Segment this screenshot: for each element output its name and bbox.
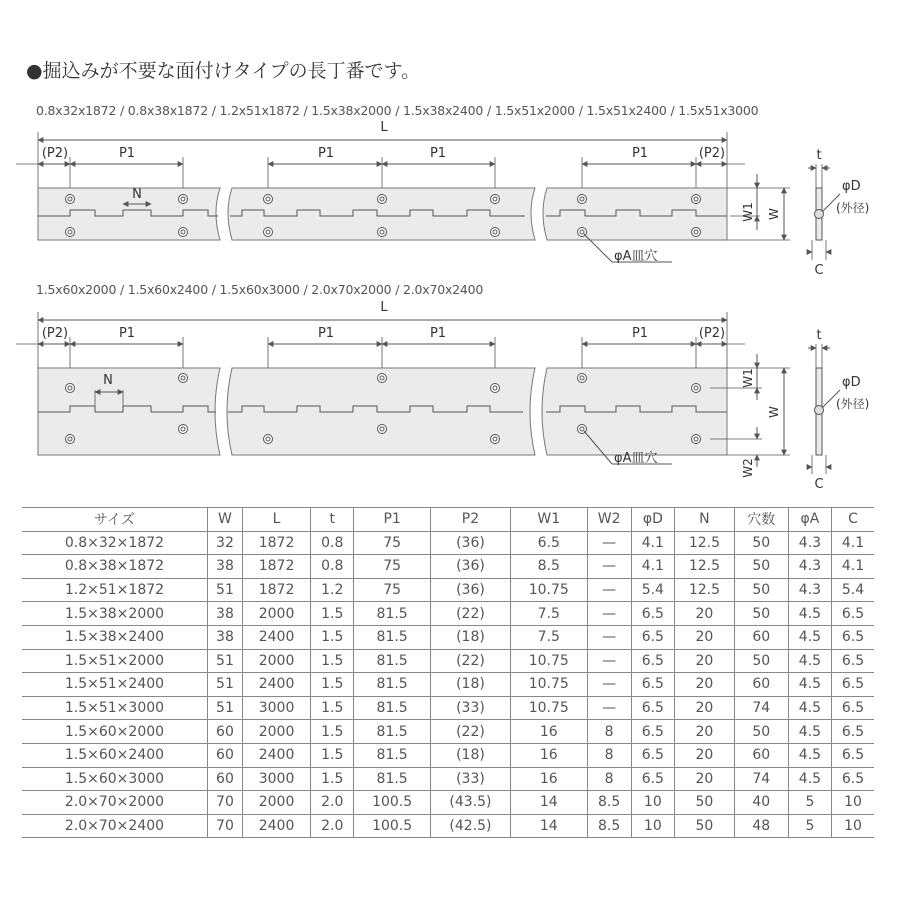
- table-cell: (33): [430, 767, 510, 791]
- table-row: [22, 531, 874, 555]
- table-cell: 0.8: [311, 555, 354, 579]
- table-cell: (18): [430, 625, 510, 649]
- table-row: [22, 649, 874, 673]
- table-cell: 1.5×51×2000: [22, 649, 207, 673]
- table-cell: 2000: [242, 649, 310, 673]
- table-cell: 4.3: [788, 531, 831, 555]
- table-cell: 6.5: [832, 720, 874, 744]
- table-cell: 12.5: [674, 578, 734, 602]
- table-cell: 81.5: [354, 673, 430, 697]
- table-cell: 6.5: [832, 743, 874, 767]
- dim-P2-left: (P2): [41, 326, 69, 341]
- table-row: [22, 673, 874, 697]
- table-cell: (22): [430, 649, 510, 673]
- table-cell: (18): [430, 673, 510, 697]
- table-cell: 1.5×60×3000: [22, 767, 207, 791]
- table-cell: 4.5: [788, 743, 831, 767]
- table-cell: 8: [587, 743, 631, 767]
- table-cell: 40: [734, 791, 788, 815]
- hinge-diagram-2: [0, 292, 900, 492]
- table-cell: (36): [430, 578, 510, 602]
- table-cell: 1.5: [311, 649, 354, 673]
- table-cell: —: [587, 696, 631, 720]
- table-row: [22, 555, 874, 579]
- table-cell: 4.1: [631, 531, 674, 555]
- table-cell: —: [587, 673, 631, 697]
- dim-P2-left: (P2): [41, 146, 69, 161]
- size-list-2: 1.5x60x2000 / 1.5x60x2400 / 1.5x60x3000 / 2.0x70x2000 / 2.0x70x2400: [36, 282, 484, 297]
- column-header: サイズ: [22, 508, 207, 532]
- column-header: W2: [587, 508, 631, 532]
- table-cell: 6.5: [631, 649, 674, 673]
- column-header: 穴数: [734, 508, 788, 532]
- table-cell: 4.3: [788, 578, 831, 602]
- table-cell: 8.5: [587, 791, 631, 815]
- table-cell: 1872: [242, 578, 310, 602]
- table-cell: 5: [788, 791, 831, 815]
- table-cell: 70: [207, 814, 242, 838]
- hole-label: φA皿穴: [614, 451, 658, 466]
- table-cell: 4.5: [788, 649, 831, 673]
- table-cell: 74: [734, 696, 788, 720]
- table-cell: (18): [430, 743, 510, 767]
- table-cell: 8: [587, 767, 631, 791]
- table-cell: 51: [207, 673, 242, 697]
- table-cell: 20: [674, 696, 734, 720]
- table-cell: 16: [511, 743, 587, 767]
- table-cell: 4.5: [788, 602, 831, 626]
- dim-W-label: W: [767, 208, 781, 220]
- table-cell: 4.5: [788, 767, 831, 791]
- table-cell: 1.5×60×2000: [22, 720, 207, 744]
- table-cell: 81.5: [354, 767, 430, 791]
- table-cell: 81.5: [354, 649, 430, 673]
- table-cell: 2000: [242, 602, 310, 626]
- table-row: [22, 720, 874, 744]
- table-cell: 51: [207, 649, 242, 673]
- table-cell: 6.5: [832, 625, 874, 649]
- table-cell: 1.2: [311, 578, 354, 602]
- table-cell: 4.1: [631, 555, 674, 579]
- table-row: [22, 696, 874, 720]
- hinge-diagram-1: [0, 112, 900, 282]
- table-cell: 10.75: [511, 673, 587, 697]
- dim-W2-label: W2: [741, 458, 755, 478]
- column-header: φA: [788, 508, 831, 532]
- outer-dia-label: (外径): [836, 201, 870, 215]
- spec-table: [22, 507, 874, 838]
- table-cell: 1.5×38×2400: [22, 625, 207, 649]
- table-cell: 12.5: [674, 555, 734, 579]
- table-cell: 50: [734, 649, 788, 673]
- table-row: [22, 814, 874, 838]
- table-cell: 4.1: [832, 531, 874, 555]
- table-cell: 3000: [242, 767, 310, 791]
- table-cell: 38: [207, 555, 242, 579]
- table-cell: —: [587, 578, 631, 602]
- table-row: [22, 578, 874, 602]
- table-cell: 10: [631, 791, 674, 815]
- table-cell: 50: [674, 791, 734, 815]
- table-cell: 1.5×38×2000: [22, 602, 207, 626]
- table-cell: 10.75: [511, 696, 587, 720]
- table-cell: 16: [511, 720, 587, 744]
- table-cell: 8.5: [511, 555, 587, 579]
- dim-L-label: L: [380, 300, 388, 315]
- table-cell: 2.0: [311, 791, 354, 815]
- dim-P1-a: P1: [118, 326, 136, 341]
- dim-W1-label: W1: [741, 202, 755, 222]
- table-cell: 50: [734, 720, 788, 744]
- table-cell: —: [587, 625, 631, 649]
- table-cell: 4.5: [788, 696, 831, 720]
- dim-P1-b: P1: [317, 146, 335, 161]
- table-cell: 10.75: [511, 578, 587, 602]
- dim-W1-label: W1: [741, 368, 755, 388]
- dim-C-label: C: [814, 263, 824, 278]
- table-cell: 2.0: [311, 814, 354, 838]
- dim-N-label: N: [132, 187, 142, 202]
- column-header: L: [242, 508, 310, 532]
- table-cell: 8.5: [587, 814, 631, 838]
- table-cell: 10: [832, 791, 874, 815]
- table-cell: 100.5: [354, 814, 430, 838]
- table-cell: 0.8: [311, 531, 354, 555]
- table-cell: 60: [207, 743, 242, 767]
- table-cell: 6.5: [832, 696, 874, 720]
- table-cell: 1.5: [311, 743, 354, 767]
- table-cell: 60: [734, 625, 788, 649]
- table-row: [22, 767, 874, 791]
- table-cell: 81.5: [354, 625, 430, 649]
- table-cell: 2400: [242, 814, 310, 838]
- table-cell: —: [587, 649, 631, 673]
- dim-P2-right: (P2): [698, 326, 726, 341]
- table-cell: 16: [511, 767, 587, 791]
- table-cell: 38: [207, 602, 242, 626]
- dim-t-label: t: [816, 148, 822, 163]
- column-header: φD: [631, 508, 674, 532]
- table-cell: 1.5×51×2400: [22, 673, 207, 697]
- table-cell: 4.5: [788, 673, 831, 697]
- table-cell: 2000: [242, 720, 310, 744]
- table-cell: 75: [354, 555, 430, 579]
- table-cell: 1.5: [311, 696, 354, 720]
- table-cell: 100.5: [354, 791, 430, 815]
- table-cell: 70: [207, 791, 242, 815]
- table-cell: 6.5: [631, 673, 674, 697]
- table-cell: 81.5: [354, 696, 430, 720]
- dim-N-label: N: [103, 373, 113, 388]
- table-cell: 1872: [242, 531, 310, 555]
- table-cell: 81.5: [354, 743, 430, 767]
- column-header: C: [832, 508, 874, 532]
- table-cell: 5.4: [832, 578, 874, 602]
- table-cell: 8: [587, 720, 631, 744]
- table-cell: 60: [207, 767, 242, 791]
- table-cell: 38: [207, 625, 242, 649]
- table-cell: —: [587, 602, 631, 626]
- dim-W-label: W: [767, 406, 781, 418]
- table-cell: 6.5: [631, 625, 674, 649]
- table-cell: 48: [734, 814, 788, 838]
- table-cell: 2400: [242, 743, 310, 767]
- table-cell: 12.5: [674, 531, 734, 555]
- table-cell: 2400: [242, 625, 310, 649]
- table-cell: 50: [734, 531, 788, 555]
- column-header: W1: [511, 508, 587, 532]
- table-cell: 1.2×51×1872: [22, 578, 207, 602]
- table-cell: 0.8×38×1872: [22, 555, 207, 579]
- table-cell: 20: [674, 602, 734, 626]
- table-cell: 2.0×70×2000: [22, 791, 207, 815]
- table-cell: 20: [674, 720, 734, 744]
- dim-P1-a: P1: [118, 146, 136, 161]
- table-cell: 6.5: [832, 767, 874, 791]
- table-cell: 81.5: [354, 720, 430, 744]
- table-cell: (22): [430, 720, 510, 744]
- dim-P1-c: P1: [429, 146, 447, 161]
- table-cell: 14: [511, 791, 587, 815]
- table-header-row: [22, 508, 874, 532]
- table-cell: 50: [734, 555, 788, 579]
- table-cell: 60: [734, 673, 788, 697]
- table-cell: (22): [430, 602, 510, 626]
- dim-P1-b: P1: [317, 326, 335, 341]
- outer-dia-label: (外径): [836, 397, 870, 411]
- column-header: W: [207, 508, 242, 532]
- table-cell: 60: [734, 743, 788, 767]
- table-cell: 5: [788, 814, 831, 838]
- hole-label: φA皿穴: [614, 249, 658, 264]
- table-cell: 75: [354, 578, 430, 602]
- dim-phiD-label: φD: [842, 375, 861, 390]
- dim-t-label: t: [816, 328, 822, 343]
- table-cell: 4.5: [788, 625, 831, 649]
- table-cell: 6.5: [631, 602, 674, 626]
- table-cell: (33): [430, 696, 510, 720]
- table-cell: 4.5: [788, 720, 831, 744]
- table-cell: 6.5: [631, 720, 674, 744]
- dim-P1-c: P1: [429, 326, 447, 341]
- table-cell: 6.5: [511, 531, 587, 555]
- table-cell: (43.5): [430, 791, 510, 815]
- table-cell: 6.5: [832, 649, 874, 673]
- table-cell: —: [587, 531, 631, 555]
- table-cell: (36): [430, 531, 510, 555]
- table-row: [22, 625, 874, 649]
- table-row: [22, 602, 874, 626]
- table-cell: 1.5: [311, 673, 354, 697]
- table-cell: 7.5: [511, 625, 587, 649]
- table-cell: 2000: [242, 791, 310, 815]
- table-cell: 1.5×51×3000: [22, 696, 207, 720]
- table-cell: 60: [207, 720, 242, 744]
- column-header: P1: [354, 508, 430, 532]
- table-cell: (36): [430, 555, 510, 579]
- dim-P1-d: P1: [631, 326, 649, 341]
- table-cell: 0.8×32×1872: [22, 531, 207, 555]
- table-cell: 7.5: [511, 602, 587, 626]
- column-header: t: [311, 508, 354, 532]
- table-cell: 81.5: [354, 602, 430, 626]
- table-cell: 50: [734, 578, 788, 602]
- table-cell: 6.5: [832, 673, 874, 697]
- table-cell: 6.5: [832, 602, 874, 626]
- dim-C-label: C: [814, 477, 824, 492]
- dim-L-label: L: [380, 120, 388, 135]
- table-row: [22, 791, 874, 815]
- table-cell: 20: [674, 649, 734, 673]
- table-cell: 2.0×70×2400: [22, 814, 207, 838]
- table-cell: 6.5: [631, 696, 674, 720]
- table-cell: 6.5: [631, 743, 674, 767]
- table-cell: 4.1: [832, 555, 874, 579]
- table-cell: (42.5): [430, 814, 510, 838]
- table-cell: —: [587, 555, 631, 579]
- table-cell: 2400: [242, 673, 310, 697]
- table-cell: 32: [207, 531, 242, 555]
- table-cell: 75: [354, 531, 430, 555]
- dim-P2-right: (P2): [698, 146, 726, 161]
- table-cell: 20: [674, 625, 734, 649]
- table-cell: 1.5: [311, 767, 354, 791]
- table-cell: 10: [832, 814, 874, 838]
- dim-P1-d: P1: [631, 146, 649, 161]
- table-cell: 14: [511, 814, 587, 838]
- table-cell: 5.4: [631, 578, 674, 602]
- table-cell: 10.75: [511, 649, 587, 673]
- column-header: N: [674, 508, 734, 532]
- table-cell: 20: [674, 767, 734, 791]
- dim-phiD-label: φD: [842, 179, 861, 194]
- page-title: ●掘込みが不要な面付けタイプの長丁番です。: [26, 60, 421, 82]
- table-cell: 74: [734, 767, 788, 791]
- table-cell: 10: [631, 814, 674, 838]
- table-row: [22, 743, 874, 767]
- table-cell: 1.5: [311, 720, 354, 744]
- table-cell: 20: [674, 673, 734, 697]
- table-cell: 1.5×60×2400: [22, 743, 207, 767]
- table-cell: 51: [207, 578, 242, 602]
- size-list-1: 0.8x32x1872 / 0.8x38x1872 / 1.2x51x1872 / 1.5x38x2000 / 1.5x38x2400 / 1.5x51x2000 / 1.5x51x2400 / 1.5x51x3000: [36, 103, 759, 118]
- table-cell: 6.5: [631, 767, 674, 791]
- table-cell: 1.5: [311, 602, 354, 626]
- table-cell: 50: [734, 602, 788, 626]
- table-cell: 51: [207, 696, 242, 720]
- table-cell: 50: [674, 814, 734, 838]
- table-cell: 20: [674, 743, 734, 767]
- table-cell: 4.3: [788, 555, 831, 579]
- table-cell: 1.5: [311, 625, 354, 649]
- table-cell: 3000: [242, 696, 310, 720]
- table-cell: 1872: [242, 555, 310, 579]
- column-header: P2: [430, 508, 510, 532]
